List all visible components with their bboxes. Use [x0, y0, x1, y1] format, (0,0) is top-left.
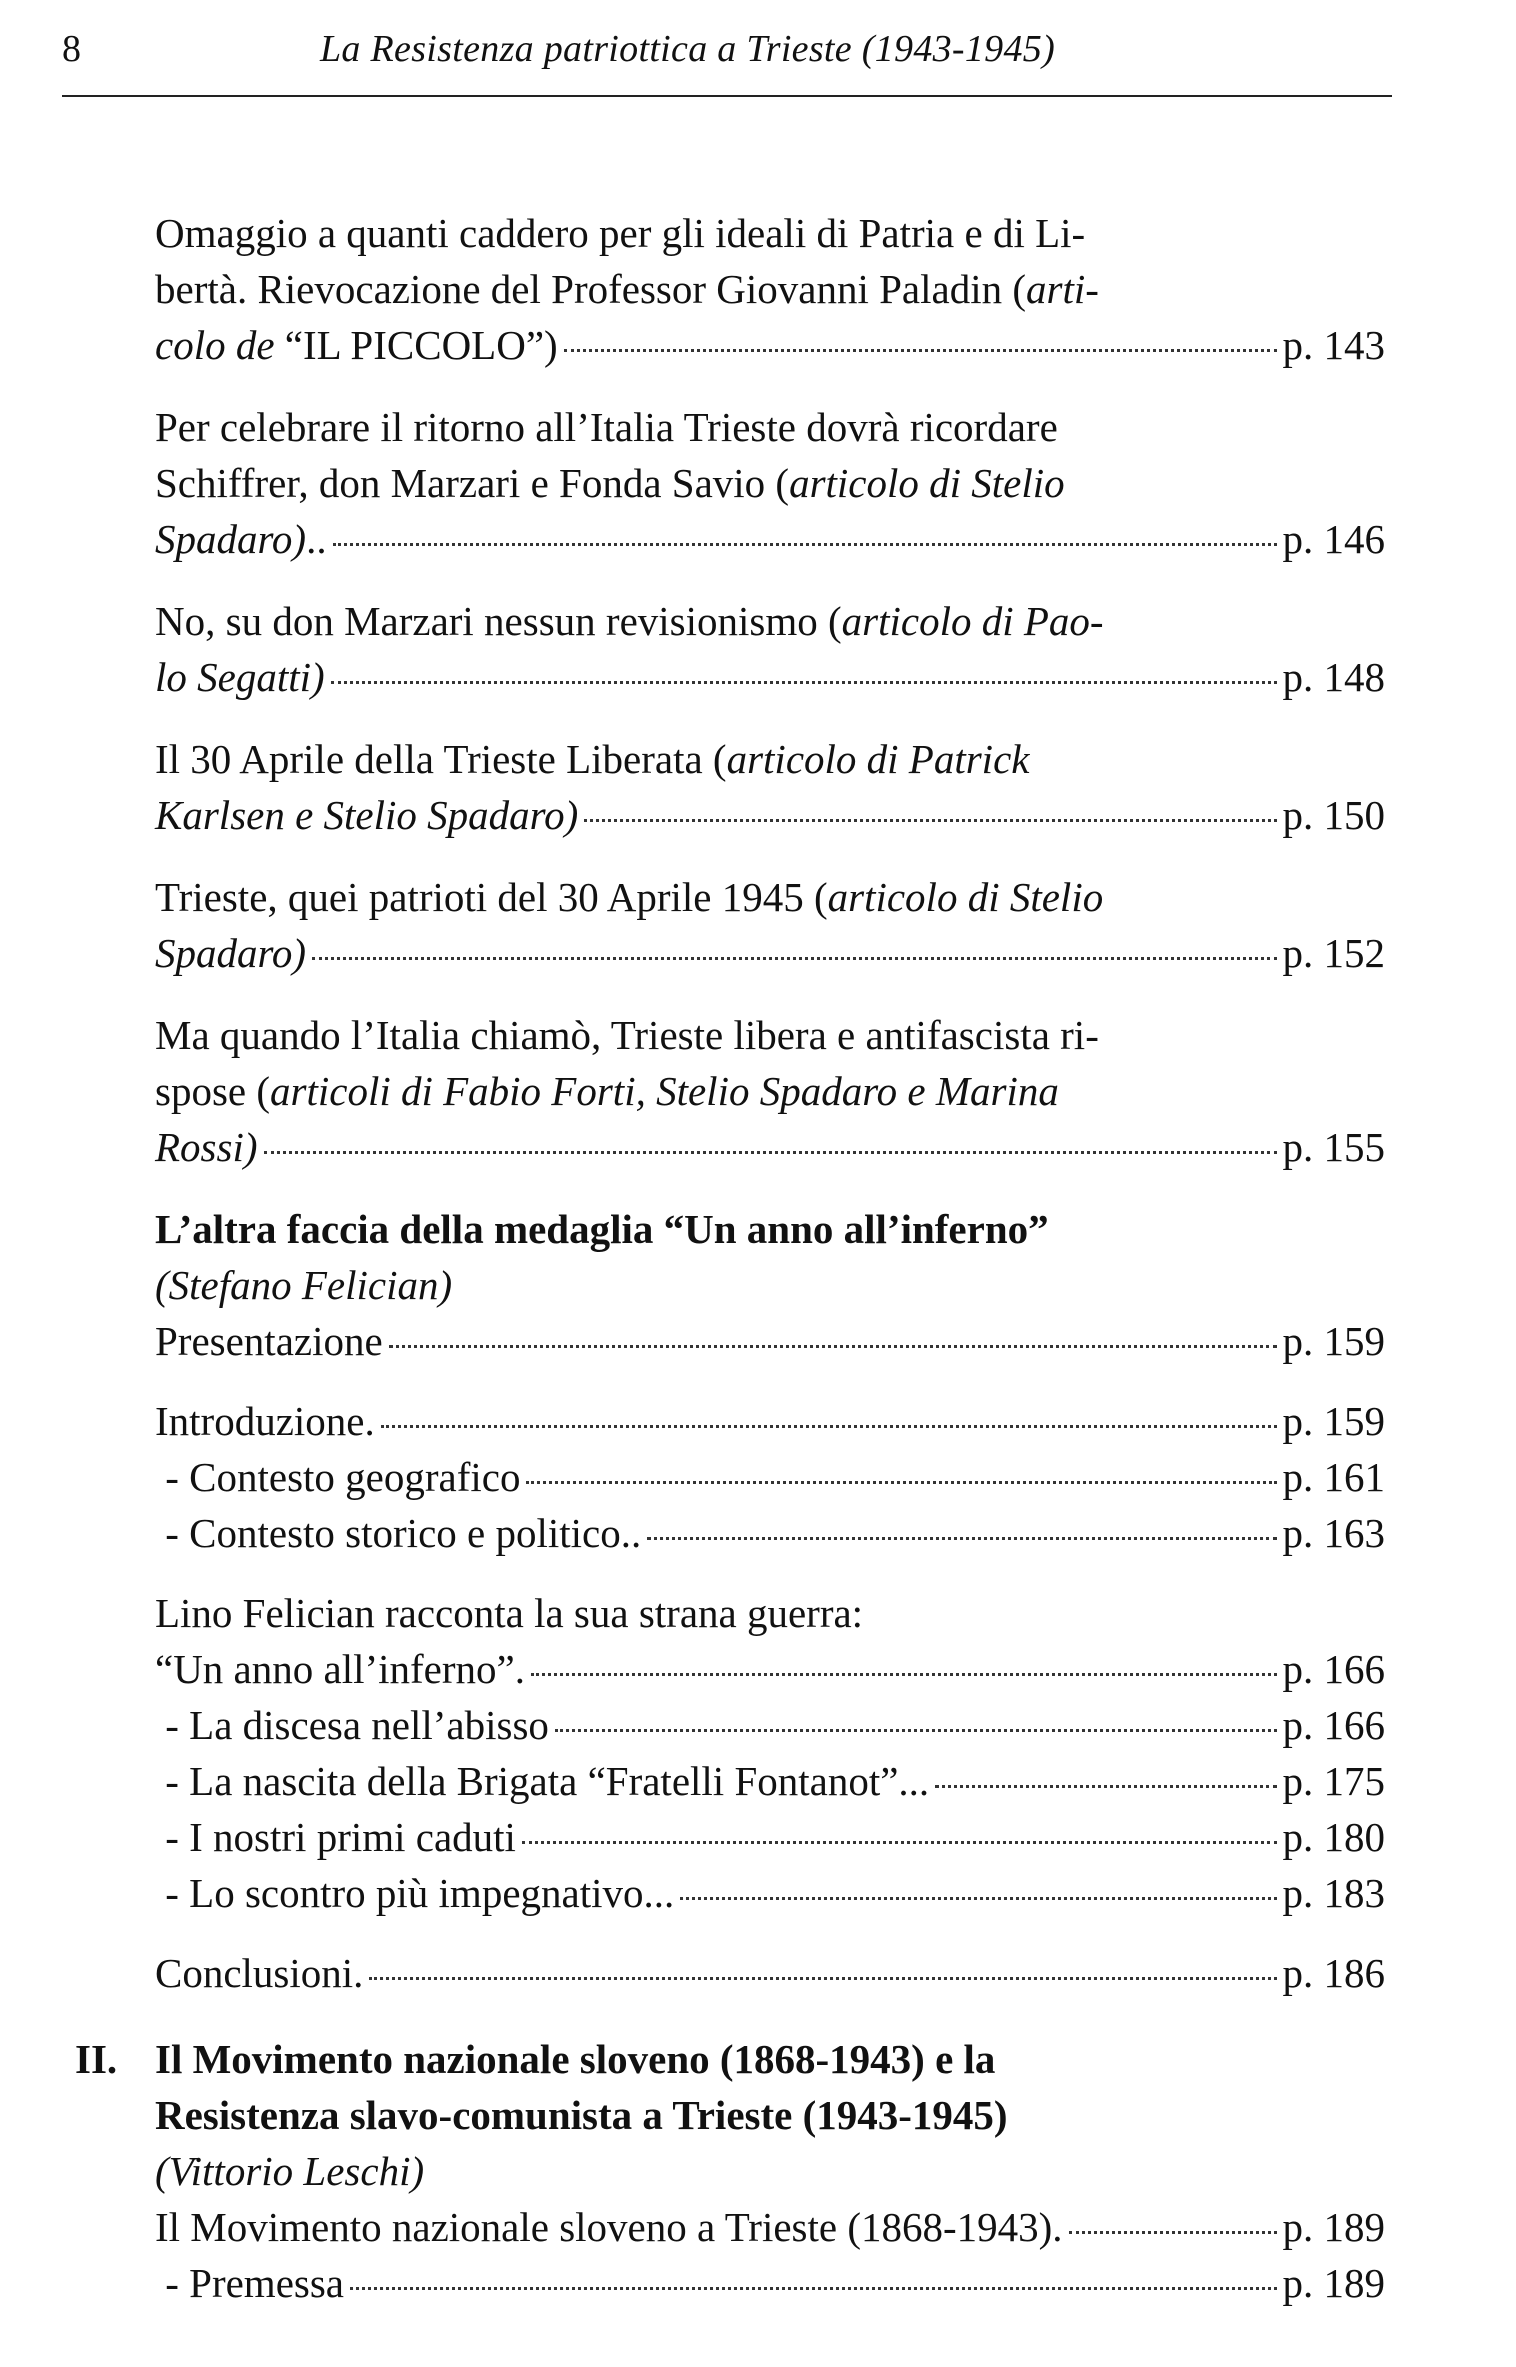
entry-line: [155, 261, 1385, 317]
toc-row: [155, 511, 1385, 567]
toc-row: [155, 317, 1385, 373]
dot-leader: [1069, 2231, 1277, 2234]
page-ref: p. 159: [1282, 1318, 1385, 1364]
page-number: 8: [62, 28, 81, 70]
entry-line: [155, 731, 1385, 787]
entry-line: [155, 593, 1385, 649]
section-title: Il Movimento nazionale sloveno (1868-1943) e la: [155, 2036, 996, 2082]
toc-entry-celebrare: [155, 399, 1385, 567]
header-rule: [62, 95, 1392, 97]
dot-leader: [526, 1481, 1276, 1484]
dot-leader: [564, 349, 1277, 352]
toc-label: - Lo scontro più impegnativo...: [155, 1870, 675, 1916]
toc-row: [155, 649, 1385, 705]
toc-label: - La nascita della Brigata “Fratelli Fontanot”...: [155, 1758, 930, 1804]
entry-text: No, su don Marzari nessun revisionismo (: [155, 598, 842, 644]
toc-entry-patrioti: [155, 869, 1385, 981]
toc-row: [155, 1697, 1385, 1753]
toc-row: [155, 1313, 1385, 1369]
toc-entry-italia-chiamo: [155, 1007, 1385, 1175]
entry-text-italic: articolo di Patrick: [726, 736, 1030, 782]
page-ref: p. 143: [1282, 322, 1385, 368]
entry-text-italic: articolo di Stelio: [827, 874, 1104, 920]
entry-text: Il 30 Aprile della Trieste Liberata (: [155, 736, 727, 782]
toc-row: [155, 1809, 1385, 1865]
dot-leader: [333, 543, 1277, 546]
spacer: [155, 1921, 1385, 1945]
entry-text-italic: articolo di Stelio: [789, 460, 1065, 506]
entry-line: Lino Felician racconta la sua strana guerra:: [155, 1590, 864, 1636]
page-ref: p. 152: [1282, 930, 1385, 976]
toc-label: Il Movimento nazionale sloveno a Trieste (1868-1943).: [155, 2204, 1063, 2250]
toc-row: [155, 1393, 1385, 1449]
toc-label: Rossi): [155, 1124, 258, 1170]
toc-label: Spadaro): [155, 930, 307, 976]
dot-leader: [584, 819, 1276, 822]
table-of-contents: [75, 205, 1385, 2311]
entry-text: Trieste, quei patrioti del 30 Aprile 1945 (: [155, 874, 828, 920]
toc-label: lo Segatti): [155, 654, 325, 700]
entry-line: Per celebrare il ritorno all’Italia Trieste dovrà ricordare: [155, 404, 1058, 450]
toc-row: [155, 2255, 1385, 2311]
dot-leader: [369, 1977, 1276, 1980]
page-ref: p. 180: [1282, 1814, 1385, 1860]
toc-label: - Contesto geografico: [155, 1454, 521, 1500]
entry-text-italic: articolo di Pao-: [841, 598, 1104, 644]
dot-leader: [350, 2287, 1276, 2290]
spacer: [155, 1561, 1385, 1585]
section-numeral: II.: [75, 2036, 118, 2082]
entry-line: [155, 455, 1385, 511]
dot-leader: [647, 1537, 1276, 1540]
page-ref: p. 148: [1282, 654, 1385, 700]
toc-label: - I nostri primi caduti: [155, 1814, 516, 1860]
toc-entry-marzari: [155, 593, 1385, 705]
page-ref: p. 166: [1282, 1646, 1385, 1692]
entry-text: Schiffrer, don Marzari e Fonda Savio (: [155, 460, 790, 506]
dot-leader: [935, 1785, 1276, 1788]
toc-row: [155, 1753, 1385, 1809]
dot-leader: [331, 681, 1277, 684]
toc-label: [155, 511, 327, 567]
page-ref: p. 189: [1282, 2204, 1385, 2250]
toc-label: Introduzione.: [155, 1398, 375, 1444]
dot-leader: [522, 1841, 1277, 1844]
page-ref: p. 189: [1282, 2260, 1385, 2306]
page-ref: p. 186: [1282, 1950, 1385, 1996]
entry-text: bertà. Rievocazione del Professor Giovanni Paladin (: [155, 266, 1026, 312]
dot-leader: [680, 1897, 1276, 1900]
entry-line: Omaggio a quanti caddero per gli ideali di Patria e di Li-: [155, 210, 1086, 256]
toc-label: Presentazione: [155, 1318, 383, 1364]
toc-label: [155, 317, 558, 373]
page-ref: p. 146: [1282, 516, 1385, 562]
toc-row: [155, 1449, 1385, 1505]
entry-text-italic: articoli di Fabio Forti, Stelio Spadaro e Marina: [270, 1068, 1059, 1114]
entry-text-italic: Spadaro): [155, 516, 307, 562]
page-ref: p. 183: [1282, 1870, 1385, 1916]
toc-row: [155, 787, 1385, 843]
dot-leader: [555, 1729, 1277, 1732]
running-title: La Resistenza patriottica a Trieste (1943-1945): [320, 28, 1056, 70]
toc-label: - La discesa nell’abisso: [155, 1702, 549, 1748]
page-ref: p. 150: [1282, 792, 1385, 838]
toc-row: [155, 1641, 1385, 1697]
toc-entry-paladin: [155, 205, 1385, 373]
section-author: (Vittorio Leschi): [155, 2148, 425, 2194]
entry-text: “IL PICCOLO”): [274, 322, 558, 368]
toc-row: [155, 1505, 1385, 1561]
entry-text-italic: colo de: [155, 322, 275, 368]
page-ref: p. 166: [1282, 1702, 1385, 1748]
spacer: [155, 1369, 1385, 1393]
entry-line: Ma quando l’Italia chiamò, Trieste libera e antifascista ri-: [155, 1012, 1099, 1058]
toc-label: Conclusioni.: [155, 1950, 364, 1996]
toc-row: [155, 925, 1385, 981]
toc-row: [155, 2199, 1385, 2255]
entry-line: [155, 1063, 1385, 1119]
toc-label: - Contesto storico e politico..: [155, 1510, 642, 1556]
entry-text: ..: [306, 516, 327, 562]
page-ref: p. 161: [1282, 1454, 1385, 1500]
toc-label: “Un anno all’inferno”.: [155, 1646, 525, 1692]
entry-text: spose (: [155, 1068, 271, 1114]
toc-label: Karlsen e Stelio Spadaro): [155, 792, 579, 838]
page-ref: p. 175: [1282, 1758, 1385, 1804]
page-ref: p. 155: [1282, 1124, 1385, 1170]
felician-section: [155, 1201, 1385, 2001]
toc-row: [155, 1119, 1385, 1175]
section-author: (Stefano Felician): [155, 1262, 453, 1308]
toc-label: - Premessa: [155, 2260, 345, 2306]
dot-leader: [389, 1345, 1277, 1348]
section-title: L’altra faccia della medaglia “Un anno all’inferno”: [155, 1206, 1049, 1252]
dot-leader: [264, 1151, 1277, 1154]
toc-row: [155, 1865, 1385, 1921]
dot-leader: [531, 1673, 1277, 1676]
toc-entry-aprile-liberata: [155, 731, 1385, 843]
page-ref: p. 159: [1282, 1398, 1385, 1444]
entry-text-italic: arti-: [1026, 266, 1099, 312]
dot-leader: [381, 1425, 1277, 1428]
entry-line: [155, 869, 1385, 925]
section-ii: [75, 2031, 1385, 2311]
toc-row: [155, 1945, 1385, 2001]
section-title: Resistenza slavo-comunista a Trieste (1943-1945): [155, 2092, 1008, 2138]
dot-leader: [312, 957, 1276, 960]
page-ref: p. 163: [1282, 1510, 1385, 1556]
